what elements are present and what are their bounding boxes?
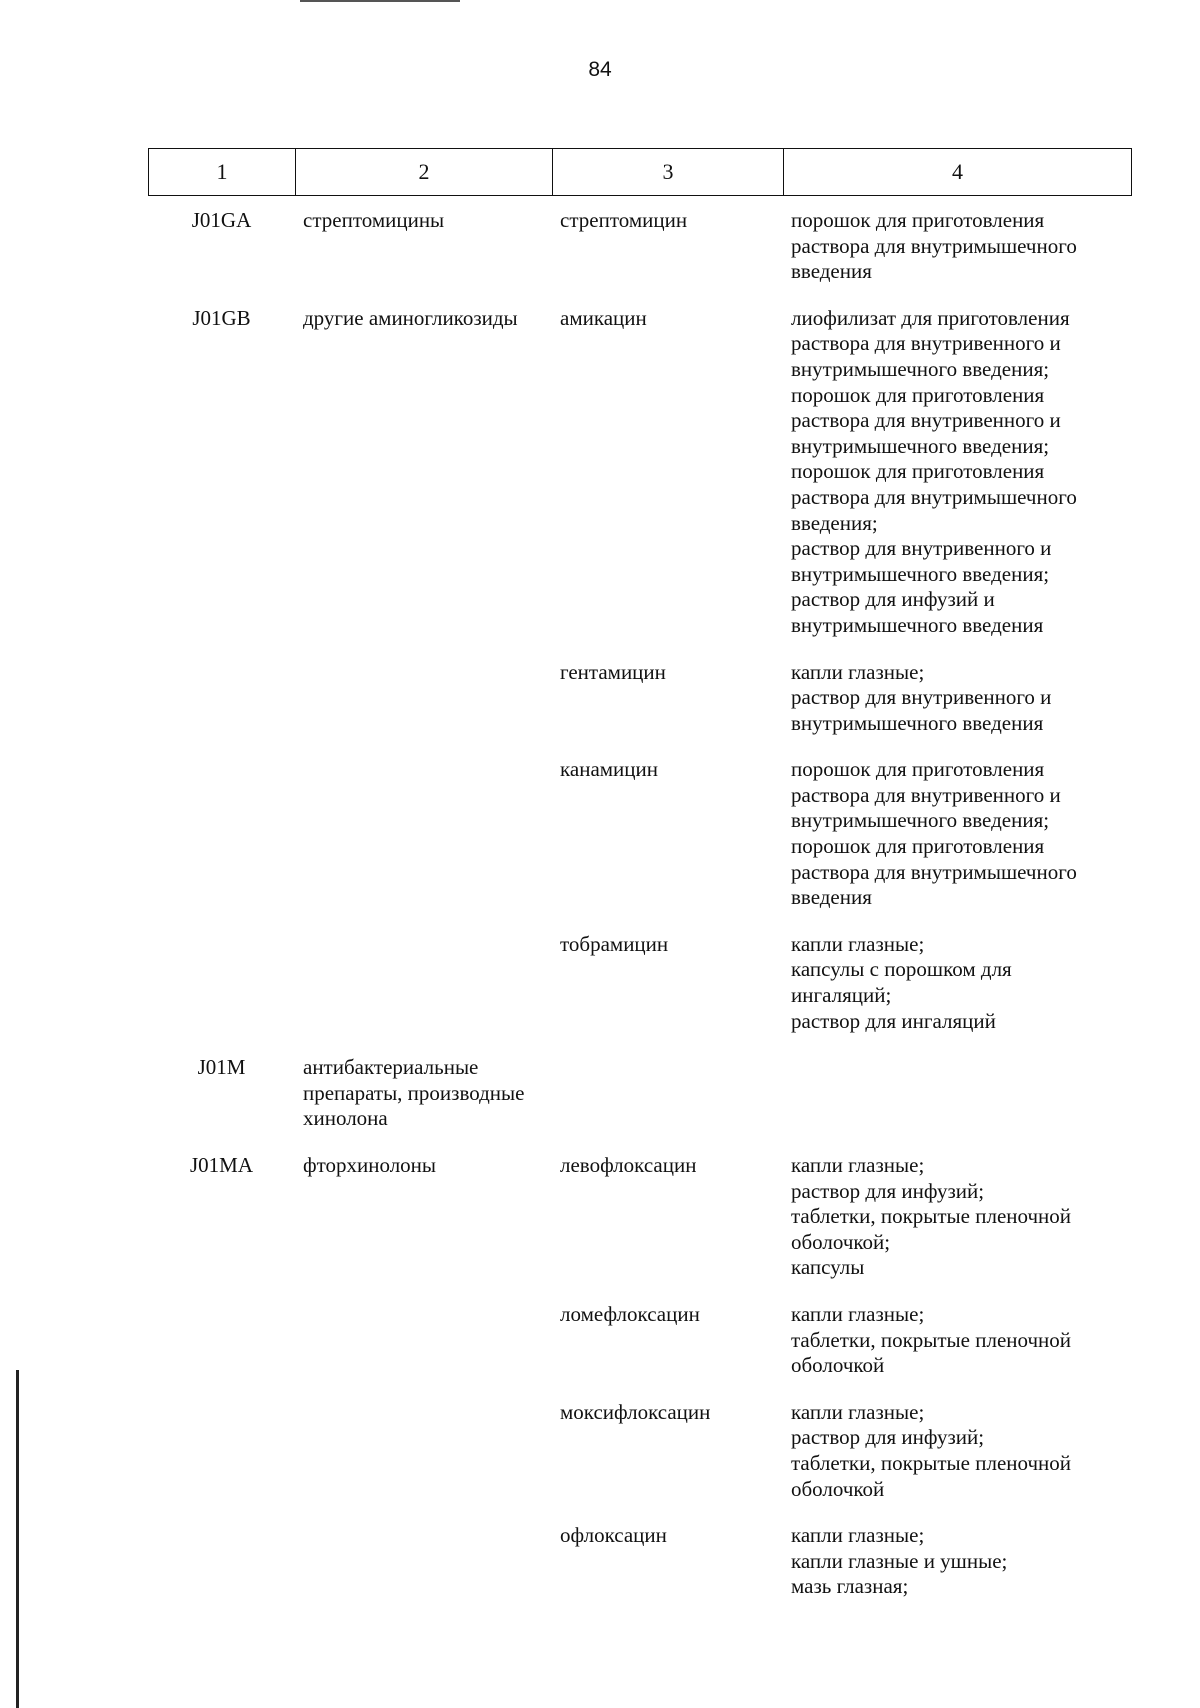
dosage-forms: капли глазные; таблетки, покрытые пленочной оболочкой <box>791 1301 1072 1378</box>
drug-name: гентамицин <box>560 659 666 684</box>
scan-top-edge <box>300 0 460 2</box>
header-col-4: 4 <box>952 159 963 184</box>
atc-group: антибактериальные препараты, производные хинолона <box>303 1055 525 1131</box>
table-row <box>148 1055 1132 1132</box>
dosage-forms: капли глазные; капсулы с порошком для ингаляций; раствор для ингаляций <box>791 931 1012 1033</box>
drug-name: моксифлоксацин <box>560 1399 711 1424</box>
table-row <box>148 932 1132 1034</box>
atc-group: фторхинолоны <box>303 1153 437 1177</box>
atc-code: J01GA <box>191 208 252 232</box>
dosage-forms: порошок для приготовления раствора для внутривенного и внутримышечного введения; порошок для приготовления раствора для внутримышечного введения <box>791 757 1077 910</box>
table-row <box>148 660 1132 737</box>
table-row <box>148 208 1132 285</box>
atc-group: стрептомицины <box>303 208 445 232</box>
header-col-2: 2 <box>296 149 553 195</box>
atc-group: другие аминогликозиды <box>303 305 518 330</box>
dosage-forms: капли глазные; раствор для внутривенного и внутримышечного введения <box>791 659 1052 735</box>
drug-name: левофлоксацин <box>560 1153 697 1177</box>
table-row <box>148 1302 1132 1379</box>
table-row <box>148 1400 1132 1502</box>
drug-name: амикацин <box>560 305 647 330</box>
drug-name: стрептомицин <box>560 208 688 232</box>
header-col-3: 3 <box>553 149 784 195</box>
dosage-forms: капли глазные; капли глазные и ушные; мазь глазная; <box>791 1523 1008 1599</box>
dosage-forms: лиофилизат для приготовления раствора для внутривенного и внутримышечного введения; порошок для приготовления раствора для внутривенного и внутримышечного введения; порошок для приготовления раствора для внутримышечного введения; раствор для внутривенного и внутримышечного введения; раствор для инфузий и внутримышечного введения <box>791 305 1077 637</box>
drug-name: ломефлоксацин <box>560 1301 700 1326</box>
drug-name: офлоксацин <box>560 1523 667 1548</box>
table-header <box>148 148 1132 196</box>
dosage-forms: порошок для приготовления раствора для внутримышечного введения <box>791 208 1077 284</box>
atc-code: J01MA <box>189 1153 253 1177</box>
table-row <box>148 1523 1132 1600</box>
dosage-forms: капли глазные; раствор для инфузий; таблетки, покрытые пленочной оболочкой <box>791 1399 1072 1501</box>
drug-name: канамицин <box>560 757 659 782</box>
drug-name: тобрамицин <box>560 931 669 956</box>
page-number: 84 <box>588 58 612 81</box>
table-row <box>148 757 1132 911</box>
dosage-forms: капли глазные; раствор для инфузий; таблетки, покрытые пленочной оболочкой; капсулы <box>791 1153 1072 1280</box>
header-col-1: 1 <box>149 149 296 195</box>
scan-left-edge <box>16 1370 19 1708</box>
atc-code: J01M <box>197 1055 246 1080</box>
table-body <box>148 208 1132 1621</box>
atc-code: J01GB <box>192 305 251 330</box>
table-row <box>148 306 1132 639</box>
table-row <box>148 1153 1132 1281</box>
